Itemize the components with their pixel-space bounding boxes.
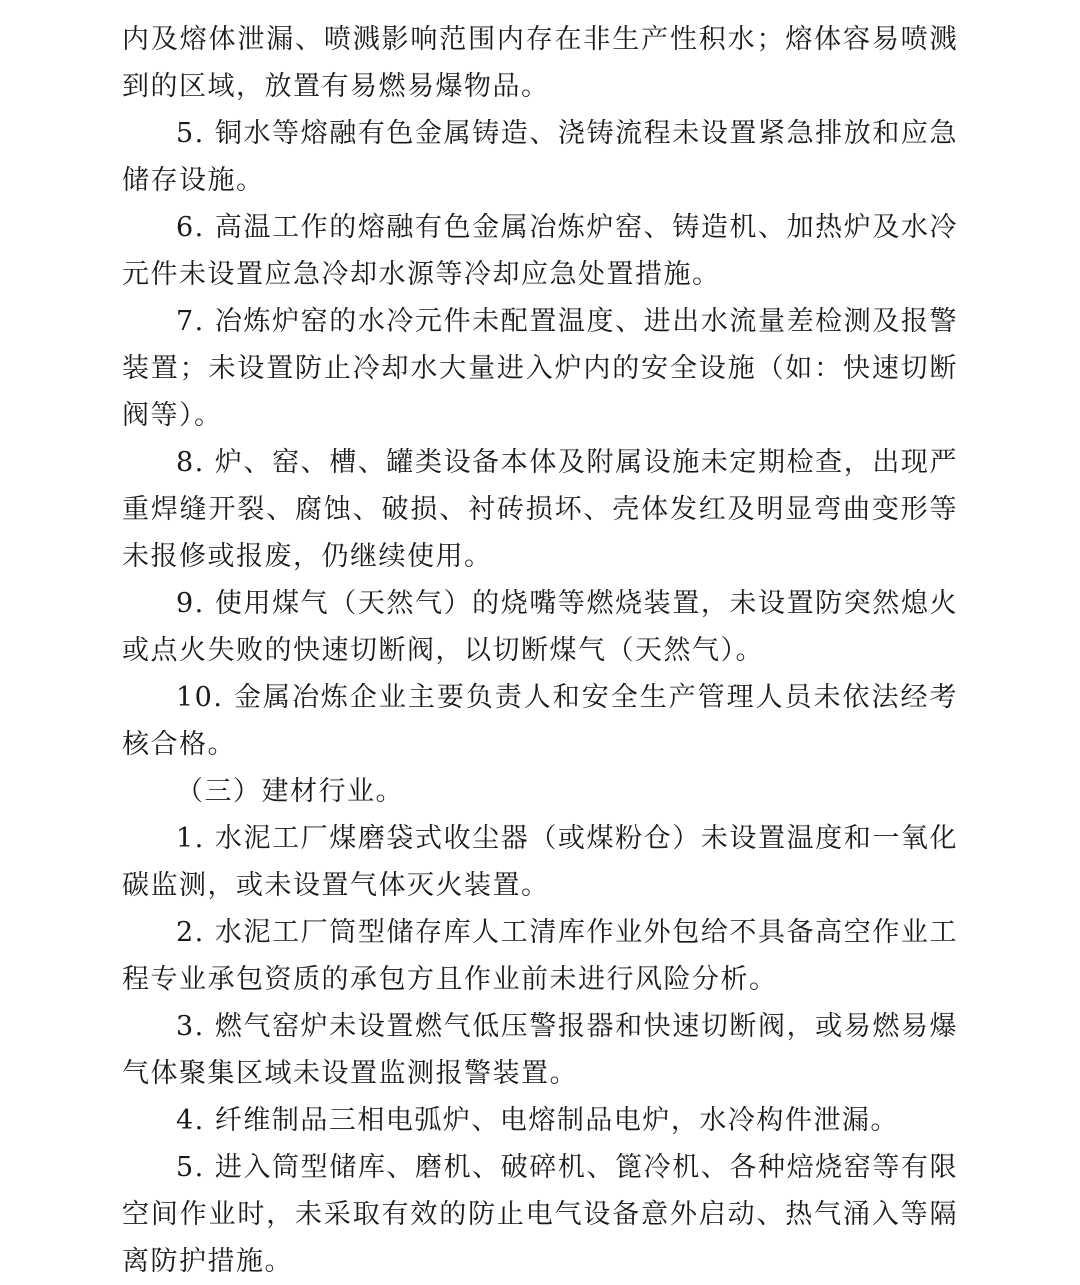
list-item-building-1: 1. 水泥工厂煤磨袋式收尘器（或煤粉仓）未设置温度和一氧化碳监测，或未设置气体灭火装置。: [122, 823, 958, 901]
list-item-metal-6: 6. 高温工作的熔融有色金属冶炼炉窑、铸造机、加热炉及水冷元件未设置应急冷却水源等冷却应急处置措施。: [122, 212, 958, 290]
list-item-building-4: 4. 纤维制品三相电弧炉、电熔制品电炉，水冷构件泄漏。: [176, 1105, 899, 1136]
list-item-metal-8: 8. 炉、窑、槽、罐类设备本体及附属设施未定期检查，出现严重焊缝开裂、腐蚀、破损、衬砖损坏、壳体发红及明显弯曲变形等未报修或报废，仍继续使用。: [122, 447, 958, 572]
paragraph-continuation: 内及熔体泄漏、喷溅影响范围内存在非生产性积水；熔体容易喷溅到的区域，放置有易燃易爆物品。: [122, 24, 958, 102]
list-item-metal-10: 10. 金属冶炼企业主要负责人和安全生产管理人员未依法经考核合格。: [122, 682, 958, 760]
list-item-metal-5: 5. 铜水等熔融有色金属铸造、浇铸流程未设置紧急排放和应急储存设施。: [122, 118, 958, 196]
section-heading-building-materials: （三）建材行业。: [176, 776, 404, 807]
list-item-metal-7: 7. 冶炼炉窑的水冷元件未配置温度、进出水流量差检测及报警装置；未设置防止冷却水大量进入炉内的安全设施（如：快速切断阀等）。: [122, 306, 958, 431]
list-item-building-3: 3. 燃气窑炉未设置燃气低压警报器和快速切断阀，或易燃易爆气体聚集区域未设置监测报警装置。: [122, 1011, 958, 1089]
list-item-building-5: 5. 进入筒型储库、磨机、破碎机、篦冷机、各种焙烧窑等有限空间作业时，未采取有效的防止电气设备意外启动、热气涌入等隔离防护措施。: [122, 1152, 958, 1277]
list-item-metal-9: 9. 使用煤气（天然气）的烧嘴等燃烧装置，未设置防突然熄火或点火失败的快速切断阀，以切断煤气（天然气）。: [122, 588, 958, 666]
list-item-building-2: 2. 水泥工厂筒型储存库人工清库作业外包给不具备高空作业工程专业承包资质的承包方且作业前未进行风险分析。: [122, 917, 958, 995]
